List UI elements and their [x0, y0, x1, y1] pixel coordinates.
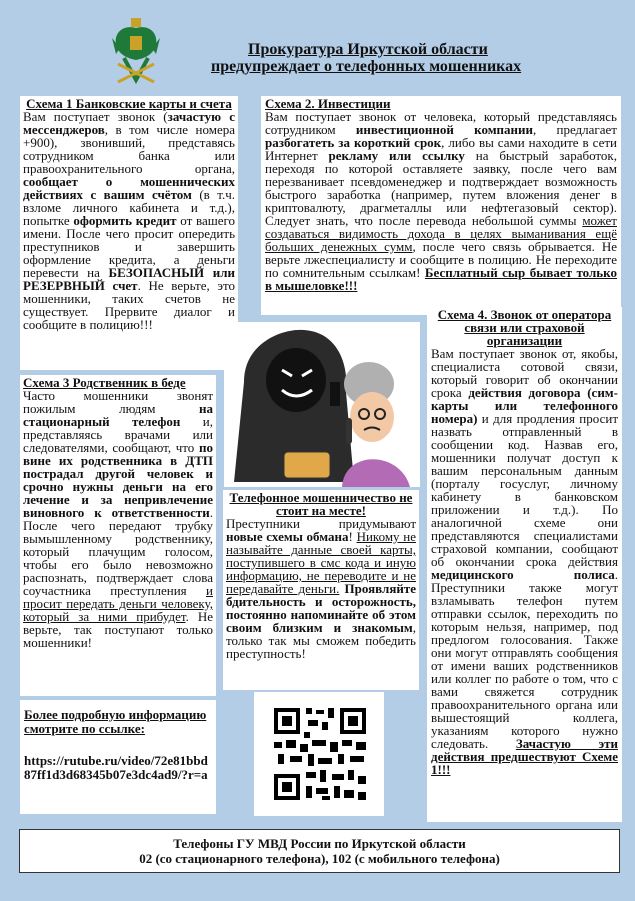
scheme1-text-3: (в т.ч. взломе личного кабинета и т.д.), попытке [23, 187, 235, 228]
footer-line1: Телефоны ГУ МВД России по Иркутской области [173, 836, 466, 851]
scheme1-text-1: Вам поступает звонок ( [23, 109, 168, 124]
scheme3-text-2: и, представляясь врачами или следователями, сообщают, что [23, 414, 213, 455]
scheme4-heading: Схема 4. Звонок от оператора связи или страховой организации [437, 307, 612, 348]
scheme2-text [265, 110, 617, 292]
qr-code-icon [254, 692, 384, 816]
scheme2-section [261, 96, 621, 315]
scheme4-bold-2: медицинского полиса [431, 567, 615, 582]
scheme1-text [23, 110, 235, 331]
scheme1-bold-1: зачастую с мессенджеров [23, 109, 235, 137]
scheme2-text-4: на быстрый заработок, переходя по которой оставляете заявку, после чего вам перезванивает псевдоменеджер и подтверждает возможность быстрого заработка (например, путем вложения денег в криптовалюту, драгметаллы или нефтегазовый сектор). Следует знать, что после перевода небольшой суммы [265, 148, 617, 228]
scheme2-bold-1: инвестиционной компании [355, 122, 534, 137]
scheme2-bold-2: разбогатеть за короткий срок [265, 135, 442, 150]
scheme1-section [20, 96, 238, 370]
scheme2-text-1: Вам поступает звонок от человека, который представляясь сотрудником [265, 109, 617, 137]
scheme4-text-1: Вам поступает звонок от, якобы, специалиста сотовой связи, который говорит об окончании срока [431, 346, 618, 400]
page-header [4, 4, 631, 86]
scheme3-text-1: Часто мошенники звонят пожилым людям [23, 388, 213, 416]
scheme2-heading: Схема 2. Инвестиции [265, 96, 391, 111]
scheme2-text-5: , после чего связь обрывается. Не верьте лжеспециалисту и сообщите в полицию. Не переходите по сомнительным ссылкам! [265, 239, 617, 280]
scheme1-bold-2: сообщает о мошеннических действиях с вашим счётом [23, 174, 235, 202]
scheme4-text-2: и для продления просит назвать отправленный в сообщении код. Назвав его, мошенники получат доступ к вашим персональным данным (порталу госуслуг, личному кабинету в банковском приложении и т.д.). По аналогичной схеме они представляются специалистами страховой компании, сообщают об окончании срока действия [431, 411, 618, 569]
warning-bold-1: новые схемы обмана [226, 529, 349, 544]
page-subtitle: предупреждает о телефонных мошенниках [211, 58, 522, 75]
scheme3-bold-1: на стационарный телефон [23, 401, 213, 429]
scheme2-text-3: , либо вы сами находите в сети Интернет [265, 135, 617, 163]
warning-heading: Телефонное мошенничество не стоит на месте! [229, 490, 413, 518]
scheme4-bold-3: Зачастую эти действия предшествуют Схеме 1!!! [431, 736, 618, 777]
video-link[interactable]: https://rutube.ru/video/72e81bbd87ff1d3d68345b07e3dc4ad9/?r=a [24, 753, 208, 782]
scheme3-text-3: . После чего передают трубку вымышленному родственнику, который плачущим голосом, чтобы его было невозможно распознать, подтверждает слова соучастника преступления [23, 505, 213, 598]
footer-line2: 02 (со стационарного телефона), 102 (с мобильного телефона) [139, 851, 500, 866]
scheme1-text-5: . Не верьте, это мошенники, таких счетов не существует. Прервите диалог и сообщите в полицию!!! [23, 278, 235, 332]
warning-text-1: Преступники придумывают [226, 516, 416, 531]
scheme1-text-2: , в том числе номера +900), звонивший, представясь сотрудником банка или правоохранительного органа, [23, 122, 235, 176]
scheme1-bold-3: оформить кредит [73, 213, 177, 228]
scheme3-bold-2: по вине их родственника в ДТП пострадал другой человек и срочно нужны деньги на его лечение и за непривлечение виновного к ответственности [23, 440, 213, 520]
qr-code[interactable] [254, 692, 384, 816]
scheme1-heading: Схема 1 Банковские карты и счета [26, 96, 232, 111]
scheme2-underline-1: может создаваться видимость дохода в целях выманивания ещё больших денежных сумм [265, 213, 617, 254]
scammer-and-grandmother-icon [224, 322, 420, 487]
scheme1-text-4: от вашего имени. После чего просит опередить преступников и завершить оформление кредита, а деньги перевести на [23, 213, 236, 280]
scheme2-bold-5: Бесплатный сыр бывает только в мышеловке!!! [265, 265, 617, 293]
scheme1-bold-4: БЕЗОПАСНЫЙ или РЕЗЕРВНЫЙ счет [23, 265, 236, 293]
prosecutor-emblem-icon [108, 14, 164, 86]
warning-bold-2: Проявляйте бдительность и осторожность, постоянно напоминайте об этом своим близким и знакомым [226, 581, 416, 635]
warning-underline-1: Никому не называйте данные своей карты, поступившего в смс кода и иную информацию, не переводите и не передавайте деньги. [226, 529, 416, 596]
page-title: Прокуратура Иркутской области [248, 41, 488, 58]
more-info-section [20, 700, 216, 814]
scheme2-text-2: , предлагает [533, 122, 617, 137]
scammer-illustration [224, 322, 420, 487]
scheme2-bold-3: рекламу или ссылку [328, 148, 465, 163]
more-info-heading: Более подробную информацию смотрите по ссылке: [24, 707, 207, 736]
scheme3-section [20, 375, 216, 696]
scheme3-heading: Схема 3 Родственник в беде [23, 375, 186, 390]
scheme3-text [23, 389, 213, 649]
scheme4-section [427, 307, 622, 822]
scheme4-text-3: . Преступники также могут взламывать телефон путем отправки ссылок, переходить по которым нельзя, например, под предлогом голосования. Также они могут отправлять сообщения от имени ваших родственников или коллег по работе о том, что с вами свяжется сотрудник правоохранительного органа или вышестоящий коллега, указаниям которого нужно следовать. [431, 567, 618, 751]
scheme3-text-4: . Не верьте, так поступают только мошенники! [23, 609, 213, 650]
warning-text-3: , только так мы сможем победить преступность! [226, 620, 416, 661]
scheme4-text [431, 347, 618, 776]
warning-text-2: ! [348, 529, 357, 544]
warning-text [226, 517, 416, 660]
warning-section [223, 490, 419, 690]
scheme4-bold-1: действия договора (сим-карты или телефонного номера) [431, 385, 618, 426]
footer-phones [19, 829, 620, 873]
scheme3-underline-1: и просит передать деньги человеку, который за ними прибудет [23, 583, 213, 624]
